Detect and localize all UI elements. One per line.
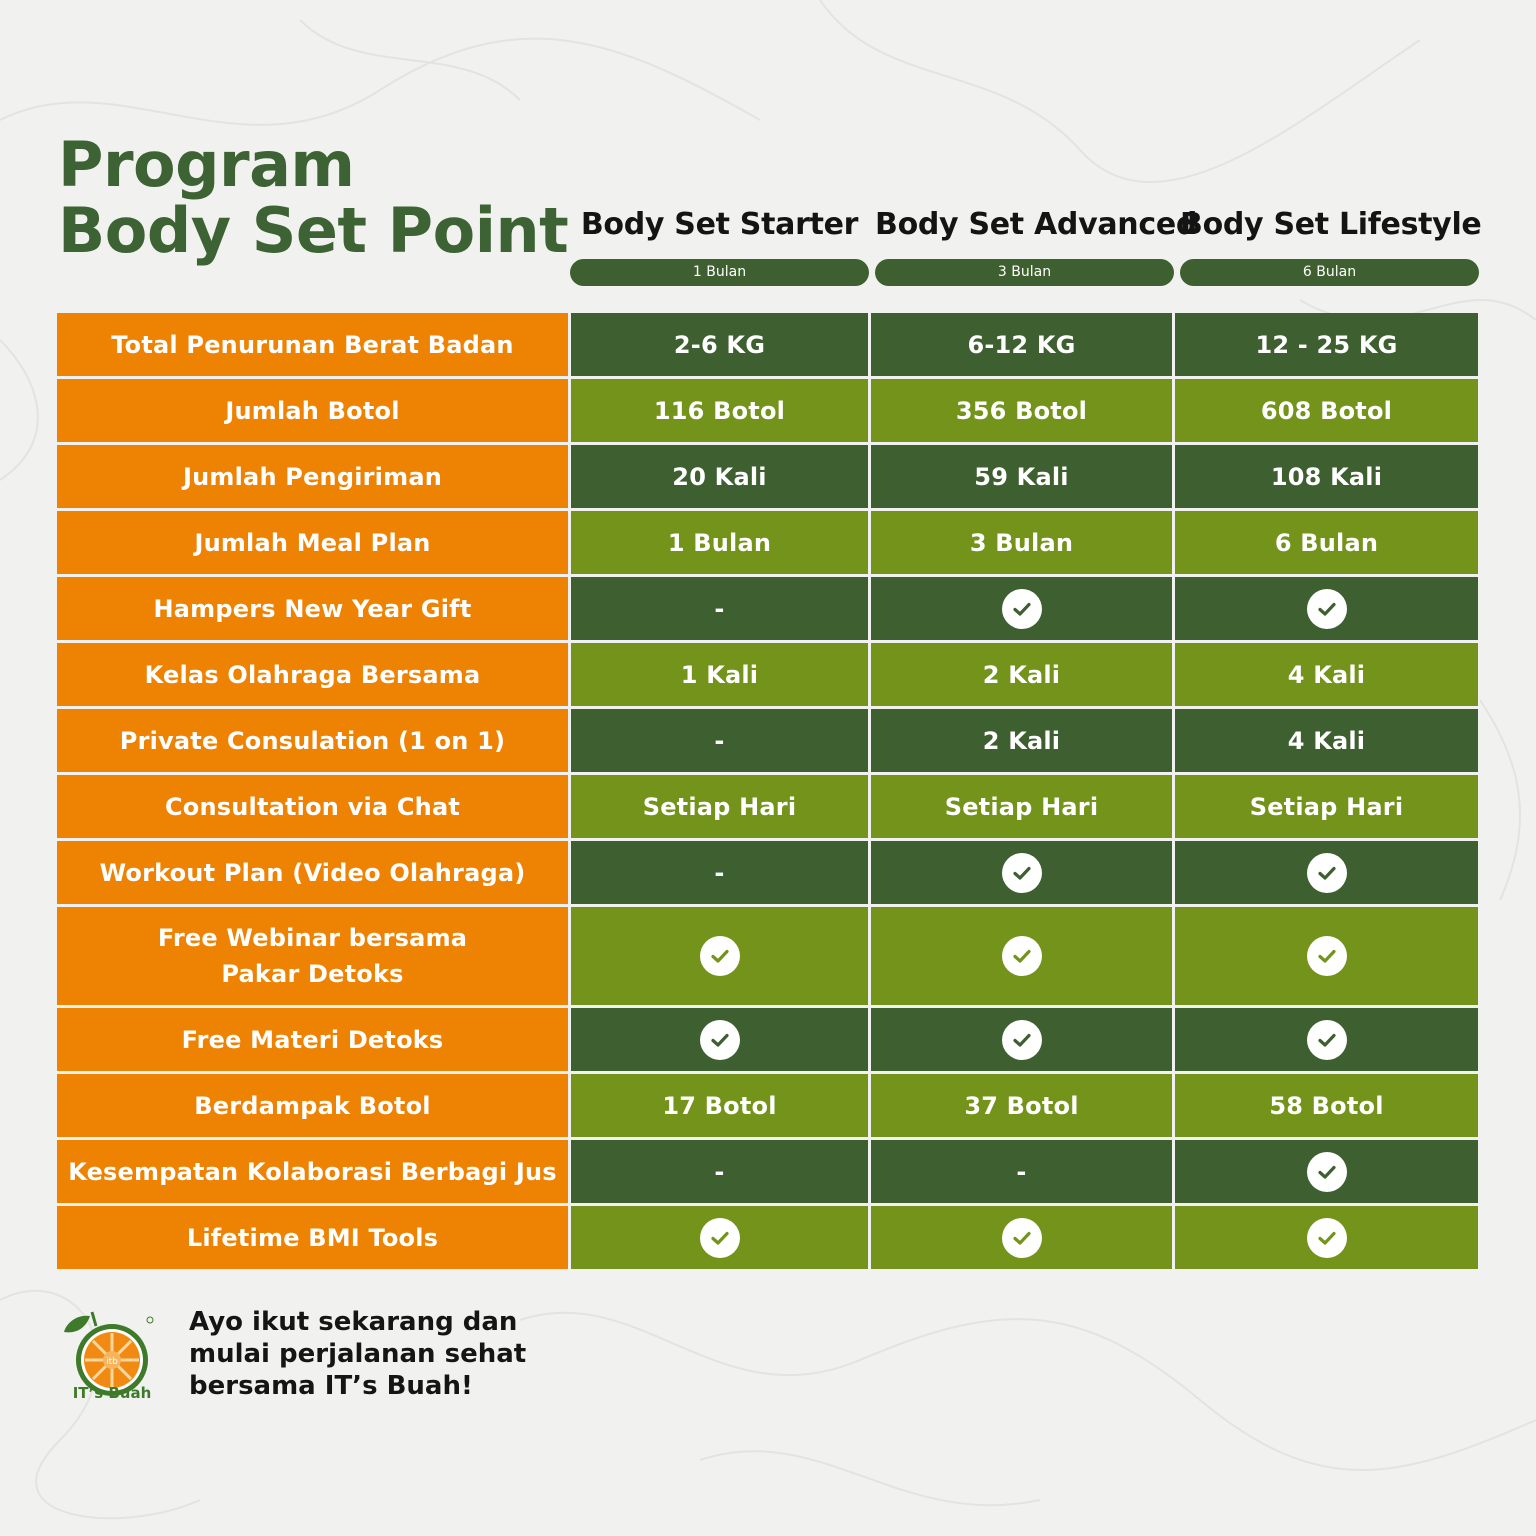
row-label-text: Consultation via Chat: [164, 792, 461, 821]
cell-advanced: [871, 1074, 1172, 1137]
cell-starter: [571, 841, 868, 904]
cell-lifestyle: [1175, 1074, 1478, 1137]
cell-value: 6-12 KG: [967, 330, 1076, 359]
cell-value: Setiap Hari: [642, 792, 797, 821]
cell-lifestyle: [1175, 445, 1478, 508]
cell-starter: [571, 379, 868, 442]
row-label: [57, 445, 568, 508]
check-icon: [1307, 853, 1347, 893]
row-label-text: Private Consulation (1 on 1): [119, 726, 506, 755]
plan-header-lifestyle: [1180, 200, 1482, 290]
cell-advanced: [871, 313, 1172, 376]
cell-value: 59 Kali: [974, 462, 1069, 491]
cell-starter: [571, 775, 868, 838]
row-label-text: Jumlah Botol: [225, 396, 400, 425]
footer-call-to-action: [189, 1306, 526, 1402]
cell-value: -: [714, 858, 725, 887]
row-label: [57, 1074, 568, 1137]
cell-value: 20 Kali: [672, 462, 767, 491]
check-icon: [1002, 853, 1042, 893]
cell-starter: [571, 1008, 868, 1071]
cell-starter: [571, 709, 868, 772]
check-icon: [1002, 589, 1042, 629]
cell-value: 2 Kali: [982, 660, 1061, 689]
cell-value: 608 Botol: [1260, 396, 1393, 425]
cell-lifestyle: [1175, 511, 1478, 574]
cell-value: 108 Kali: [1270, 462, 1383, 491]
cell-starter: [571, 313, 868, 376]
brand-name: IT’s Buah: [72, 1384, 152, 1402]
cell-starter: [571, 907, 868, 1005]
cell-advanced: [871, 841, 1172, 904]
cell-value: 4 Kali: [1287, 660, 1366, 689]
cell-starter: [571, 1074, 868, 1137]
row-label: [57, 577, 568, 640]
plan-duration-badge: 1 Bulan: [570, 259, 869, 286]
row-label: [57, 643, 568, 706]
row-label-text: Kelas Olahraga Bersama: [144, 660, 481, 689]
cell-lifestyle: [1175, 1206, 1478, 1269]
row-label-text: Jumlah Pengiriman: [183, 462, 442, 491]
cell-value: Setiap Hari: [944, 792, 1099, 821]
cell-lifestyle: [1175, 1140, 1478, 1203]
row-label: [57, 1008, 568, 1071]
cell-starter: [571, 1140, 868, 1203]
cell-advanced: [871, 577, 1172, 640]
cell-starter: [571, 643, 868, 706]
cell-value: -: [1016, 1157, 1027, 1186]
check-icon: [1307, 936, 1347, 976]
cell-lifestyle: [1175, 643, 1478, 706]
cell-lifestyle: [1175, 907, 1478, 1005]
cell-starter: [571, 1206, 868, 1269]
check-icon: [1002, 936, 1042, 976]
check-icon: [700, 1020, 740, 1060]
cell-value: 58 Botol: [1269, 1091, 1384, 1120]
cell-value: 4 Kali: [1287, 726, 1366, 755]
cell-value: 12 - 25 KG: [1255, 330, 1398, 359]
page-title: [58, 128, 569, 267]
cell-lifestyle: [1175, 577, 1478, 640]
row-label: [57, 907, 568, 1005]
cell-value: 356 Botol: [955, 396, 1088, 425]
cell-lifestyle: [1175, 1008, 1478, 1071]
cell-advanced: [871, 1206, 1172, 1269]
check-icon: [700, 936, 740, 976]
row-label-text: Free Materi Detoks: [181, 1025, 444, 1054]
cell-advanced: [871, 907, 1172, 1005]
plan-name: Body Set Advanced: [875, 207, 1198, 242]
check-icon: [1307, 1218, 1347, 1258]
row-label-text: Hampers New Year Gift: [153, 594, 472, 623]
cell-lifestyle: [1175, 775, 1478, 838]
cell-value: -: [714, 726, 725, 755]
footer-line-2: mulai perjalanan sehat: [189, 1339, 527, 1369]
check-icon: [1002, 1218, 1042, 1258]
cell-advanced: [871, 709, 1172, 772]
check-icon: [700, 1218, 740, 1258]
cell-value: 1 Bulan: [667, 528, 772, 557]
cell-value: 3 Bulan: [969, 528, 1074, 557]
plan-name: Body Set Lifestyle: [1180, 207, 1482, 242]
row-label: [57, 841, 568, 904]
row-label: [57, 775, 568, 838]
row-label: [57, 511, 568, 574]
plan-duration-badge: 3 Bulan: [875, 259, 1174, 286]
cell-value: 2 Kali: [982, 726, 1061, 755]
cell-value: -: [714, 594, 725, 623]
plan-name: Body Set Starter: [580, 207, 859, 242]
cell-advanced: [871, 1008, 1172, 1071]
cell-advanced: [871, 1140, 1172, 1203]
check-icon: [1307, 589, 1347, 629]
cell-starter: [571, 577, 868, 640]
cell-lifestyle: [1175, 709, 1478, 772]
cell-advanced: [871, 775, 1172, 838]
check-icon: [1307, 1020, 1347, 1060]
row-label-text: Kesempatan Kolaborasi Berbagi Jus: [68, 1157, 557, 1186]
row-label: [57, 709, 568, 772]
row-label: [57, 1206, 568, 1269]
cell-starter: [571, 511, 868, 574]
row-label: [57, 1140, 568, 1203]
cell-value: 6 Bulan: [1274, 528, 1379, 557]
plan-duration-badge: 6 Bulan: [1180, 259, 1479, 286]
cell-value: 1 Kali: [680, 660, 759, 689]
footer-line-3: bersama IT’s Buah!: [189, 1371, 473, 1401]
cell-value: 17 Botol: [662, 1091, 777, 1120]
title-line-1: Program: [58, 128, 355, 201]
logo-mark-text: itb: [106, 1357, 118, 1367]
row-label-text: Workout Plan (Video Olahraga): [99, 858, 526, 887]
cell-value: 116 Botol: [653, 396, 786, 425]
cell-value: Setiap Hari: [1249, 792, 1404, 821]
row-label-text: Total Penurunan Berat Badan: [111, 330, 514, 359]
row-label-text: Free Webinar bersama Pakar Detoks: [157, 924, 468, 988]
cell-lifestyle: [1175, 379, 1478, 442]
title-line-2: Body Set Point: [58, 194, 569, 267]
check-icon: [1002, 1020, 1042, 1060]
cell-value: 2-6 KG: [673, 330, 766, 359]
comparison-table: [57, 313, 1479, 1269]
row-label: [57, 313, 568, 376]
plan-header-advanced: [875, 200, 1198, 290]
check-icon: [1307, 1152, 1347, 1192]
cell-value: 37 Botol: [964, 1091, 1079, 1120]
cell-value: -: [714, 1157, 725, 1186]
row-label-text: Jumlah Meal Plan: [194, 528, 431, 557]
row-label: [57, 379, 568, 442]
plan-header-starter: [570, 200, 869, 290]
cell-advanced: [871, 511, 1172, 574]
row-label-text: Berdampak Botol: [194, 1091, 431, 1120]
footer-line-1: Ayo ikut sekarang dan: [189, 1307, 518, 1337]
cell-lifestyle: [1175, 313, 1478, 376]
row-label-text: Lifetime BMI Tools: [186, 1223, 439, 1252]
cell-advanced: [871, 379, 1172, 442]
cell-advanced: [871, 445, 1172, 508]
cell-advanced: [871, 643, 1172, 706]
cell-starter: [571, 445, 868, 508]
cell-lifestyle: [1175, 841, 1478, 904]
